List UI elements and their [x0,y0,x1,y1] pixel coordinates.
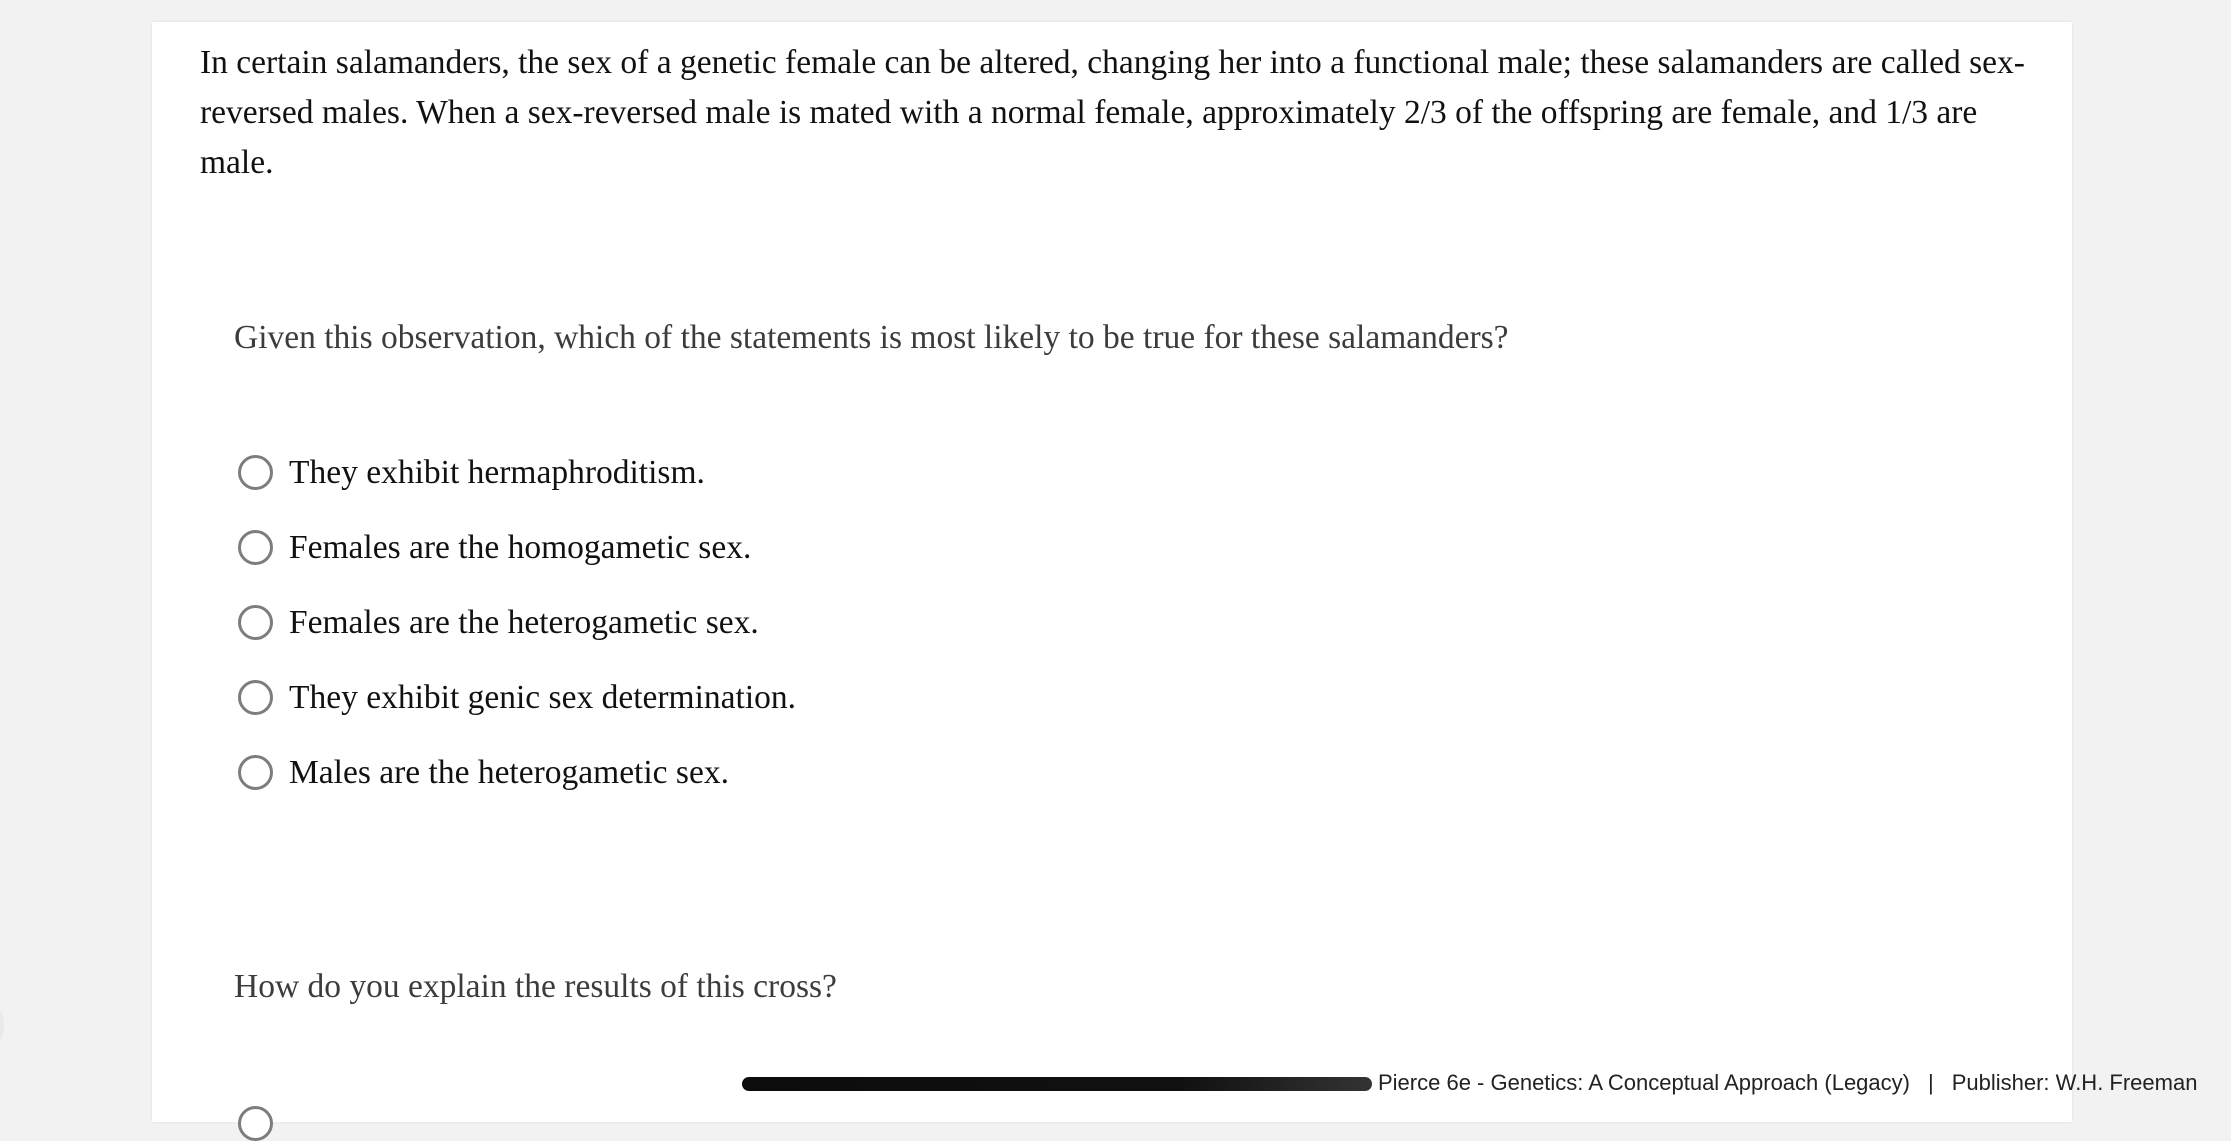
footer-book-title: Pierce 6e - Genetics: A Conceptual Approach (Legacy) [1378,1070,1910,1095]
radio-button[interactable] [238,455,273,490]
footer-publisher: Publisher: W.H. Freeman [1951,1070,2198,1095]
question-prompt-1: Given this observation, which of the statements is most likely to be true for these salamanders? [234,319,1509,356]
answer-option-label: They exhibit genic sex determination. [289,678,796,716]
answer-option-1[interactable] [238,435,796,510]
answer-option-4[interactable] [238,660,796,735]
footer-separator: | [1927,1070,1934,1095]
answer-option-label: They exhibit hermaphroditism. [289,453,705,491]
answer-option-label: Males are the heterogametic sex. [289,753,729,791]
question-stem: In certain salamanders, the sex of a genetic female can be altered, changing her into a functional male; these salamanders are called sex-reversed males. When a sex-reversed male is mated with a normal female, approximately 2/3 of the offspring are female, and 1/3 are male. [200,44,2025,181]
answer-option-label: Females are the heterogametic sex. [289,603,759,641]
footer-info [1378,1070,2231,1110]
radio-button[interactable] [238,605,273,640]
question-card [152,22,2072,1122]
radio-button[interactable] [238,755,273,790]
answer-option-label: Females are the homogametic sex. [289,528,752,566]
answer-option-3[interactable] [238,585,796,660]
answer-option-5[interactable] [238,735,796,810]
side-panel-handle[interactable] [0,995,4,1055]
answer-options [238,435,796,810]
question-prompt-2: How do you explain the results of this cross? [234,968,837,1005]
radio-button[interactable] [238,680,273,715]
radio-button[interactable] [238,530,273,565]
radio-button[interactable] [238,1106,273,1141]
answer-option-2[interactable] [238,510,796,585]
